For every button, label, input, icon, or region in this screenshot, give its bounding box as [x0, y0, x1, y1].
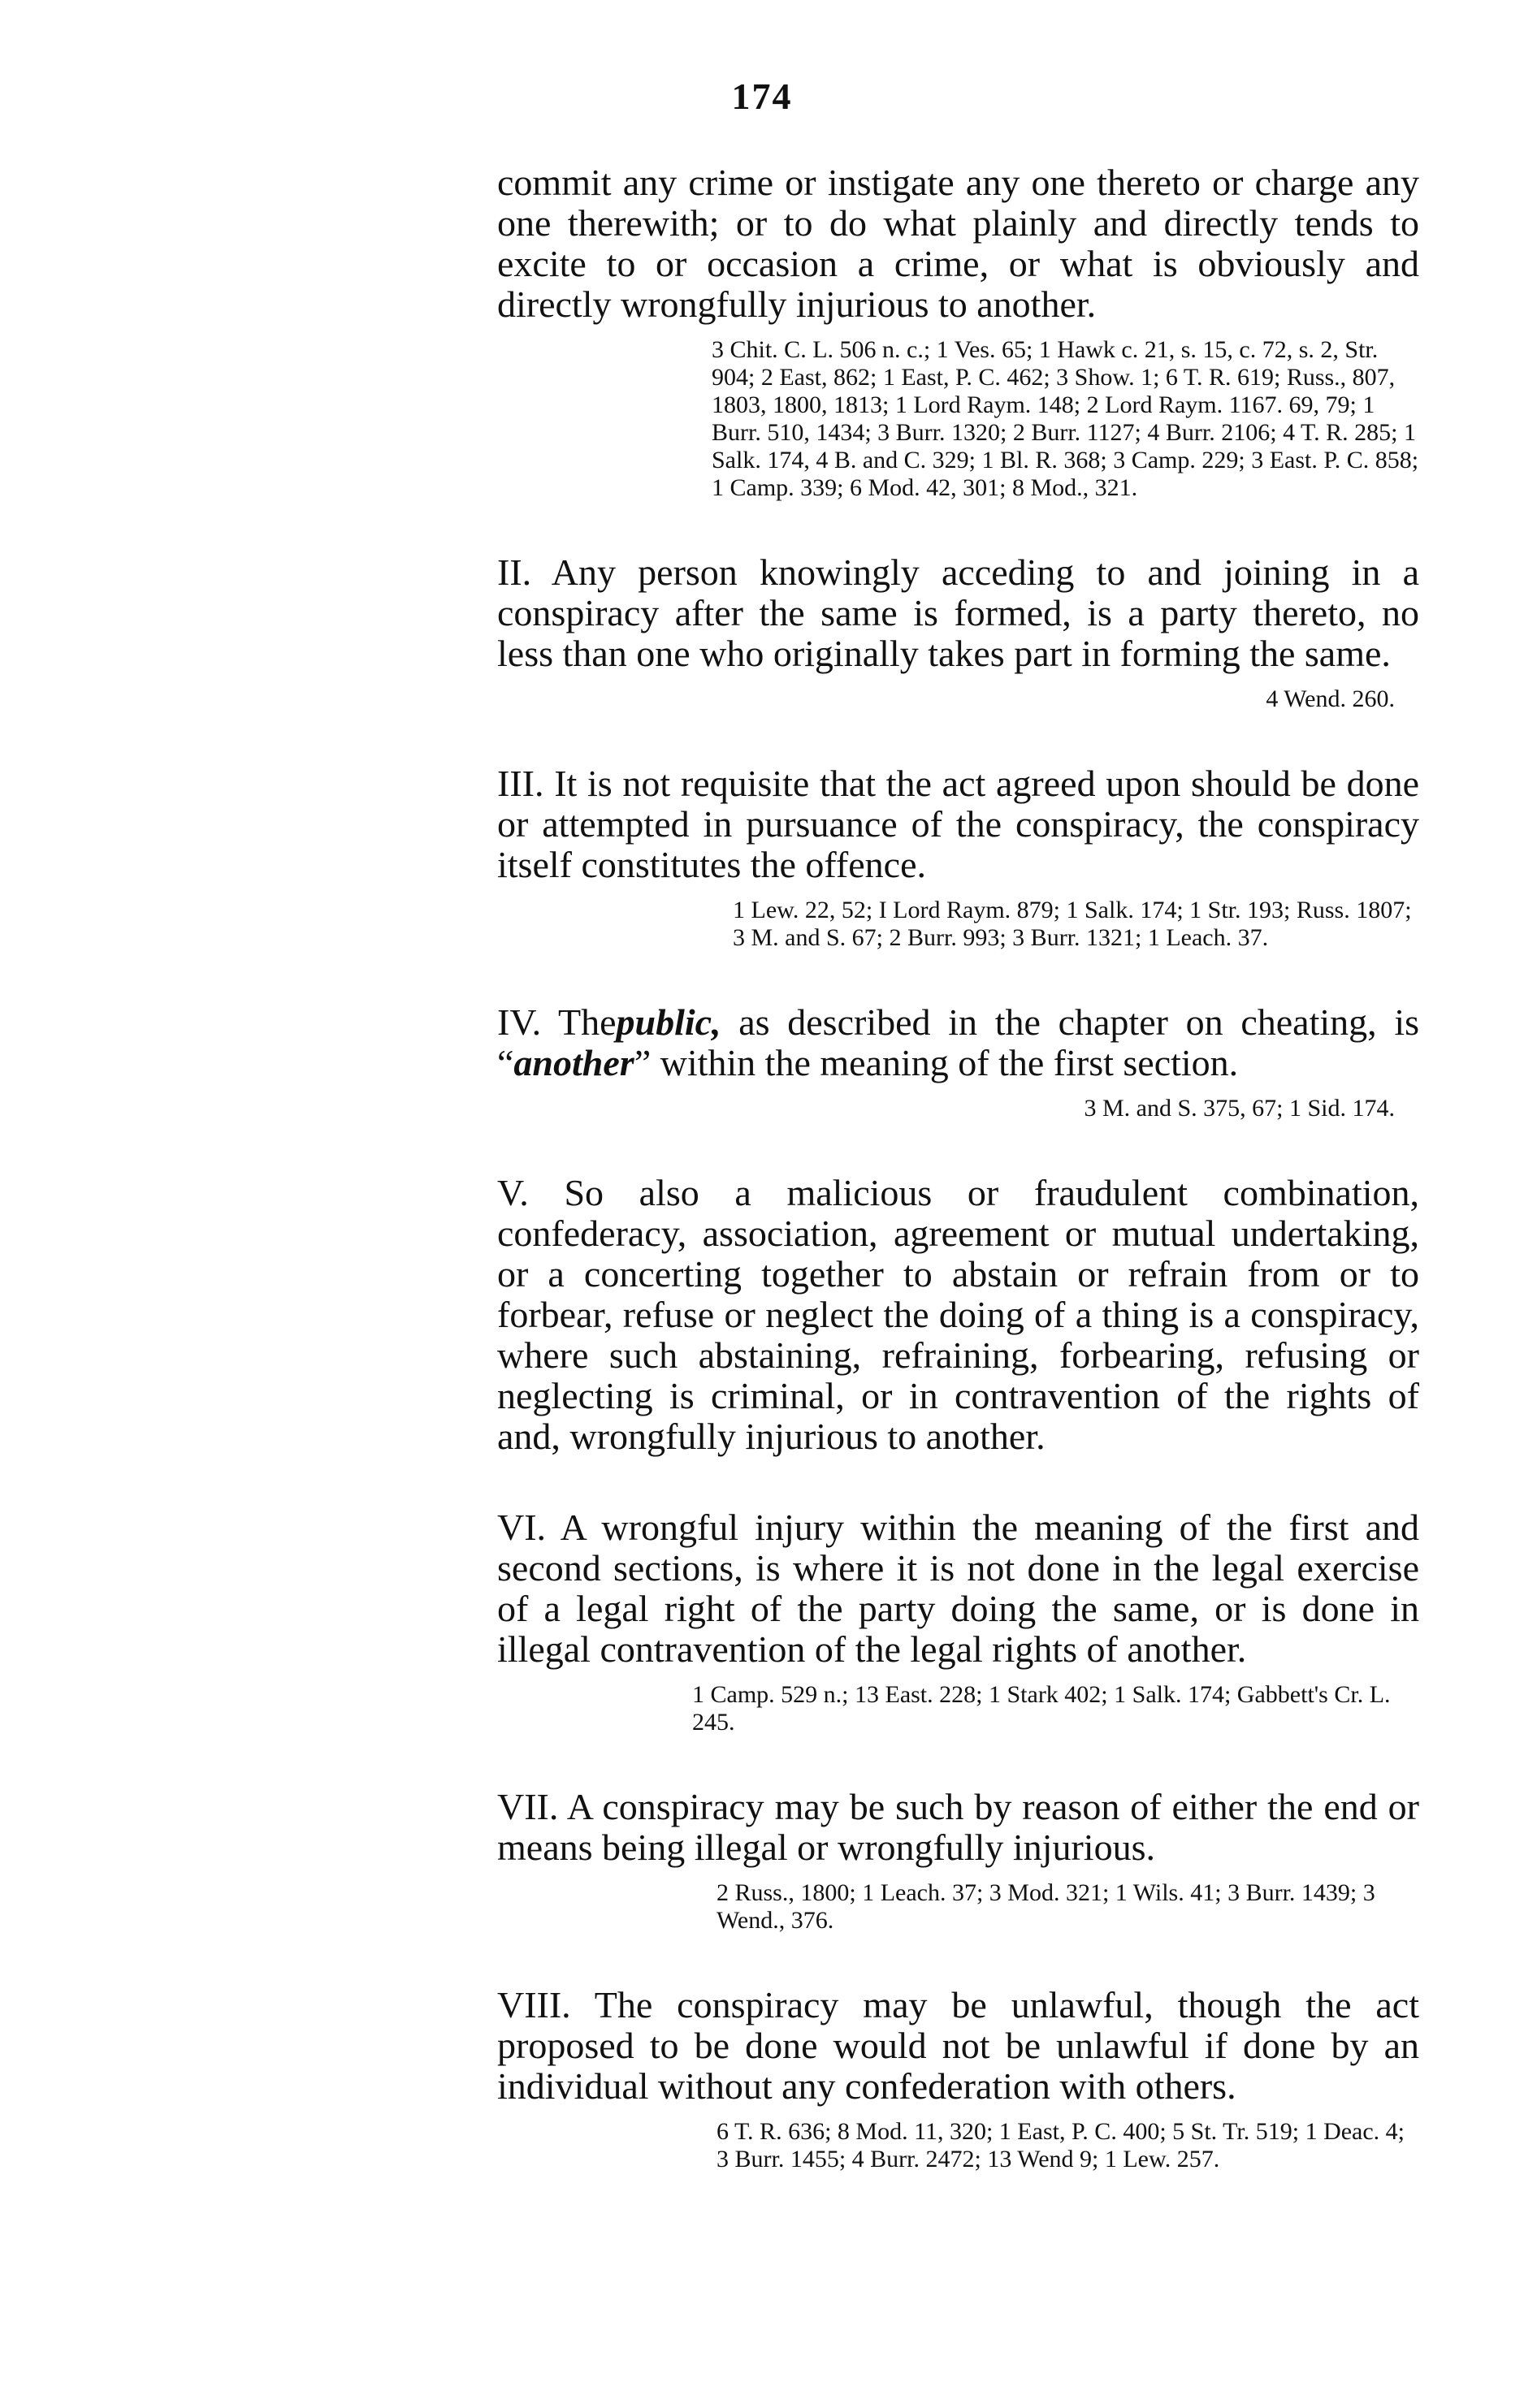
- section-citation: 4 Wend. 260.: [1266, 685, 1395, 712]
- section-numeral: VII.: [497, 1786, 559, 1827]
- section-iii: [497, 763, 1419, 952]
- text-column: [497, 162, 1419, 2173]
- section-body: A wrongful injury within the meaning of the first and second sections, is where it is not done in the legal exercise of a legal right of the party doing the same, or is done in illegal contravention of the legal rights of another.: [497, 1507, 1419, 1670]
- section-numeral: VI.: [497, 1507, 547, 1548]
- section-citation: 3 M. and S. 375, 67; 1 Sid. 174.: [1084, 1095, 1395, 1122]
- section-text: commit any crime or instigate any one thereto or charge any one therewith; or to do what plainly and directly tends to excite to or occasion a crime, or what is obviously and directly wrongfully injurious to another.: [497, 162, 1419, 325]
- section-text: [497, 1787, 1419, 1868]
- page-number: 174: [731, 76, 793, 117]
- section-numeral: V.: [497, 1172, 529, 1213]
- section-iv: [497, 1002, 1419, 1122]
- section-vii: [497, 1787, 1419, 1935]
- section-ii: [497, 552, 1419, 713]
- section-numeral: II.: [497, 551, 532, 593]
- section-citation: 1 Lew. 22, 52; I Lord Raym. 879; 1 Salk. 174; 1 Str. 193; Russ. 1807; 3 M. and S. 67; 2 Burr. 993; 3 Burr. 1321; 1 Leach. 37.: [733, 897, 1412, 951]
- section-text: [497, 1173, 1419, 1457]
- section-text: [497, 763, 1419, 885]
- section-body-end: ” within the meaning of the first section.: [634, 1042, 1239, 1083]
- section-body: It is not requisite that the act agreed upon should be done or attempted in pursuance of the conspiracy, the conspiracy itself constitutes the offence.: [497, 763, 1419, 885]
- section-body: Any person knowingly acceding to and joining in a conspiracy after the same is formed, is a party thereto, no less than one who originally takes part in forming the same.: [497, 551, 1419, 674]
- section-text: [497, 1507, 1419, 1670]
- emphasis-another: another: [513, 1042, 634, 1083]
- section-v: [497, 1173, 1419, 1457]
- section-citation: 6 T. R. 636; 8 Mod. 11, 320; 1 East, P. C. 400; 5 St. Tr. 519; 1 Deac. 4; 3 Burr. 1455; 4 Burr. 2472; 13 Wend 9; 1 Lew. 257.: [717, 2118, 1405, 2172]
- section-body: So also a malicious or fraudulent combination, confederacy, association, agreement or mutual undertaking, or a concerting together to abstain or refrain from or to forbear, refuse or neglect the doing of a thing is a conspiracy, where such abstaining, refraining, forbearing, refusing or neglecting is criminal, or in contravention of the rights of and, wrongfully injurious to another.: [497, 1172, 1420, 1457]
- section-numeral: III.: [497, 763, 544, 804]
- section-body: A conspiracy may be such by reason of either the end or means being illegal or wrongfully injurious.: [497, 1786, 1419, 1868]
- section-citation: 3 Chit. C. L. 506 n. c.; 1 Ves. 65; 1 Hawk c. 21, s. 15, c. 72, s. 2, Str. 904; 2 East, 862; 1 East, P. C. 462; 3 Show. 1; 6 T. R. 619; Russ., 807, 1803, 1800, 1813; 1 Lord Raym. 148; 2 Lord Raym. 1167. 69, 79; 1 Burr. 510, 1434; 3 Burr. 1320; 2 Burr. 1127; 4 Burr. 2106; 4 T. R. 285; 1 Salk. 174, 4 B. and C. 329; 1 Bl. R. 368; 3 Camp. 229; 3 East. P. C. 858; 1 Camp. 339; 6 Mod. 42, 301; 8 Mod., 321.: [712, 336, 1419, 501]
- section-viii: [497, 1985, 1419, 2173]
- section-body-middle: as described in the chapter on cheating, is “: [497, 1001, 1420, 1083]
- emphasis-public: public,: [616, 1001, 721, 1043]
- section-text: [497, 552, 1419, 674]
- section-body: The conspiracy may be unlawful, though the act proposed to be done would not be unlawful if done by an individual without any confederation with others.: [497, 1984, 1419, 2107]
- section-body-start: The: [557, 1001, 617, 1043]
- section-numeral: VIII.: [497, 1984, 571, 2025]
- section-numeral: IV.: [497, 1001, 542, 1043]
- section-citation: 1 Camp. 529 n.; 13 East. 228; 1 Stark 402; 1 Salk. 174; Gabbett's Cr. L. 245.: [692, 1681, 1391, 1736]
- section-continuation: [497, 162, 1419, 502]
- section-text: [497, 1985, 1419, 2107]
- section-text: [497, 1002, 1419, 1083]
- section-citation: 2 Russ., 1800; 1 Leach. 37; 3 Mod. 321; 1 Wils. 41; 3 Burr. 1439; 3 Wend., 376.: [717, 1879, 1375, 1934]
- section-vi: [497, 1507, 1419, 1736]
